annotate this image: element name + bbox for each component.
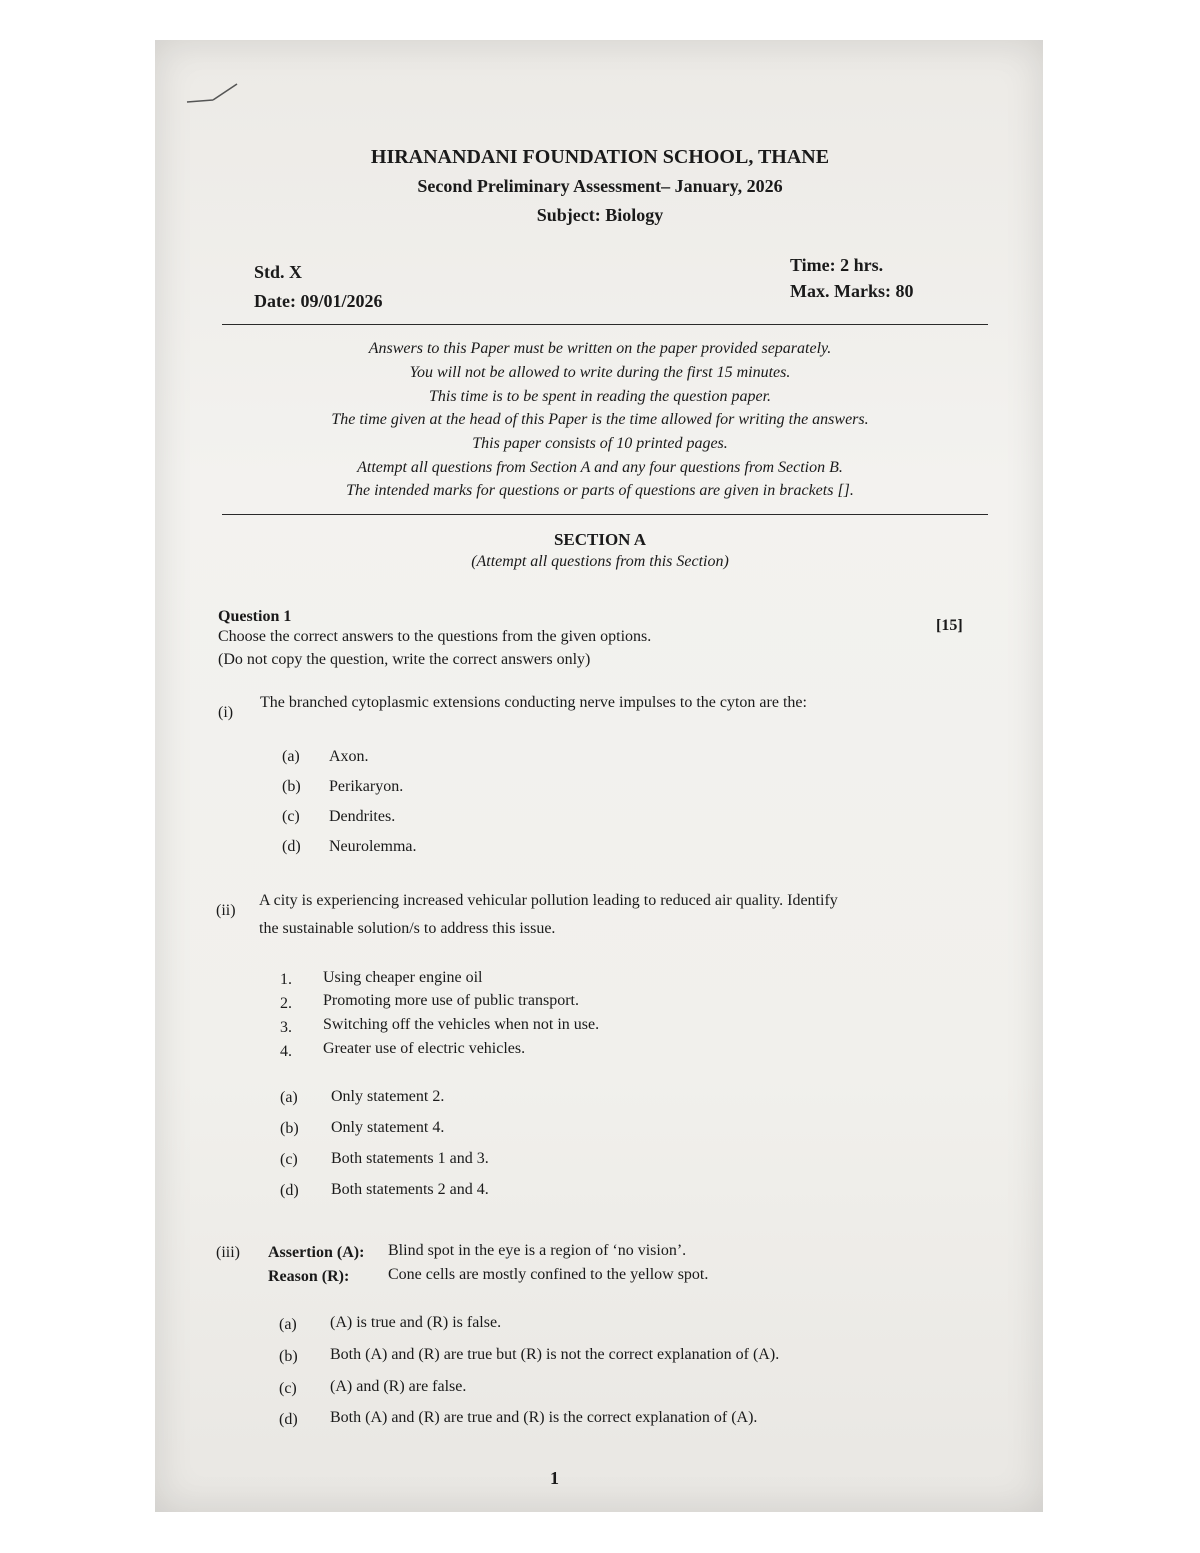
option-text: (A) is true and (R) is false. <box>330 1314 502 1331</box>
option-label: (b) <box>279 1348 298 1365</box>
question-title: Question 1 <box>218 608 292 625</box>
instruction-line: You will not be allowed to write during the first 15 minutes. <box>409 364 791 381</box>
option-text: Both statements 2 and 4. <box>331 1181 489 1198</box>
option-label: (b) <box>282 778 301 795</box>
option-text: Both statements 1 and 3. <box>331 1150 489 1167</box>
statement-number: 2. <box>280 995 292 1012</box>
option-label: (b) <box>280 1120 299 1137</box>
instruction-line: The intended marks for questions or parts of questions are given in brackets []. <box>346 482 854 499</box>
assertion-label: Assertion (A): <box>268 1244 365 1261</box>
subquestion-number: (ii) <box>216 902 236 919</box>
option-text: Dendrites. <box>329 808 396 825</box>
statement-number: 4. <box>280 1043 292 1060</box>
option-text: Only statement 2. <box>331 1088 445 1105</box>
instruction-line: This time is to be spent in reading the question paper. <box>428 388 772 405</box>
paper-sheet <box>155 40 1043 1512</box>
option-label: (d) <box>280 1182 299 1199</box>
divider-top <box>222 324 988 325</box>
exam-time: Time: 2 hrs. <box>790 255 884 275</box>
option-label: (c) <box>282 808 300 825</box>
statement-text: Using cheaper engine oil <box>323 969 483 986</box>
subquestion-number: (iii) <box>216 1244 240 1261</box>
option-label: (a) <box>282 748 300 765</box>
exam-date: Date: 09/01/2026 <box>254 291 383 311</box>
option-label: (a) <box>279 1316 297 1333</box>
option-text: Neurolemma. <box>329 838 417 855</box>
subquestion-text: The branched cytoplasmic extensions conducting nerve impulses to the cyton are the: <box>260 694 807 711</box>
instruction-line: The time given at the head of this Paper is the time allowed for writing the answers. <box>331 411 869 428</box>
instruction-line: This paper consists of 10 printed pages. <box>472 435 728 452</box>
statement-text: Greater use of electric vehicles. <box>323 1040 526 1057</box>
option-text: Only statement 4. <box>331 1119 445 1136</box>
subquestion-text: A city is experiencing increased vehicular pollution leading to reduced air quality. Identify <box>259 892 838 909</box>
question-instruction: (Do not copy the question, write the correct answers only) <box>218 651 591 668</box>
option-label: (d) <box>279 1411 298 1428</box>
divider-bottom <box>222 514 988 515</box>
subquestion-text: the sustainable solution/s to address this issue. <box>259 920 556 937</box>
max-marks: Max. Marks: 80 <box>790 281 914 301</box>
option-label: (c) <box>279 1380 297 1397</box>
section-subtitle: (Attempt all questions from this Section) <box>471 553 729 570</box>
option-label: (c) <box>280 1151 298 1168</box>
assertion-text: Blind spot in the eye is a region of ‘no vision’. <box>388 1242 687 1259</box>
option-text: (A) and (R) are false. <box>330 1378 467 1395</box>
pencil-tick-mark <box>185 80 245 110</box>
std-label: Std. X <box>254 262 303 282</box>
option-text: Perikaryon. <box>329 778 404 795</box>
reason-label: Reason (R): <box>268 1268 350 1285</box>
question-marks: [15] <box>936 617 963 634</box>
question-instruction: Choose the correct answers to the questions from the given options. <box>218 628 652 645</box>
section-title: SECTION A <box>553 530 647 549</box>
option-label: (d) <box>282 838 301 855</box>
statement-number: 3. <box>280 1019 292 1036</box>
subquestion-number: (i) <box>218 704 234 721</box>
page-number: 1 <box>550 1468 559 1488</box>
statement-text: Promoting more use of public transport. <box>323 992 579 1009</box>
instruction-line: Attempt all questions from Section A and any four questions from Section B. <box>357 459 843 476</box>
instruction-line: Answers to this Paper must be written on the paper provided separately. <box>368 340 832 357</box>
statement-text: Switching off the vehicles when not in use. <box>323 1016 600 1033</box>
school-name: HIRANANDANI FOUNDATION SCHOOL, THANE <box>370 146 830 168</box>
statement-number: 1. <box>280 971 292 988</box>
option-text: Both (A) and (R) are true but (R) is not the correct explanation of (A). <box>330 1346 780 1363</box>
assessment-title: Second Preliminary Assessment– January, 2026 <box>417 176 783 196</box>
option-label: (a) <box>280 1089 298 1106</box>
subject-title: Subject: Biology <box>536 205 664 225</box>
reason-text: Cone cells are mostly confined to the yellow spot. <box>388 1266 709 1283</box>
option-text: Axon. <box>329 748 369 765</box>
option-text: Both (A) and (R) are true and (R) is the correct explanation of (A). <box>330 1409 758 1426</box>
